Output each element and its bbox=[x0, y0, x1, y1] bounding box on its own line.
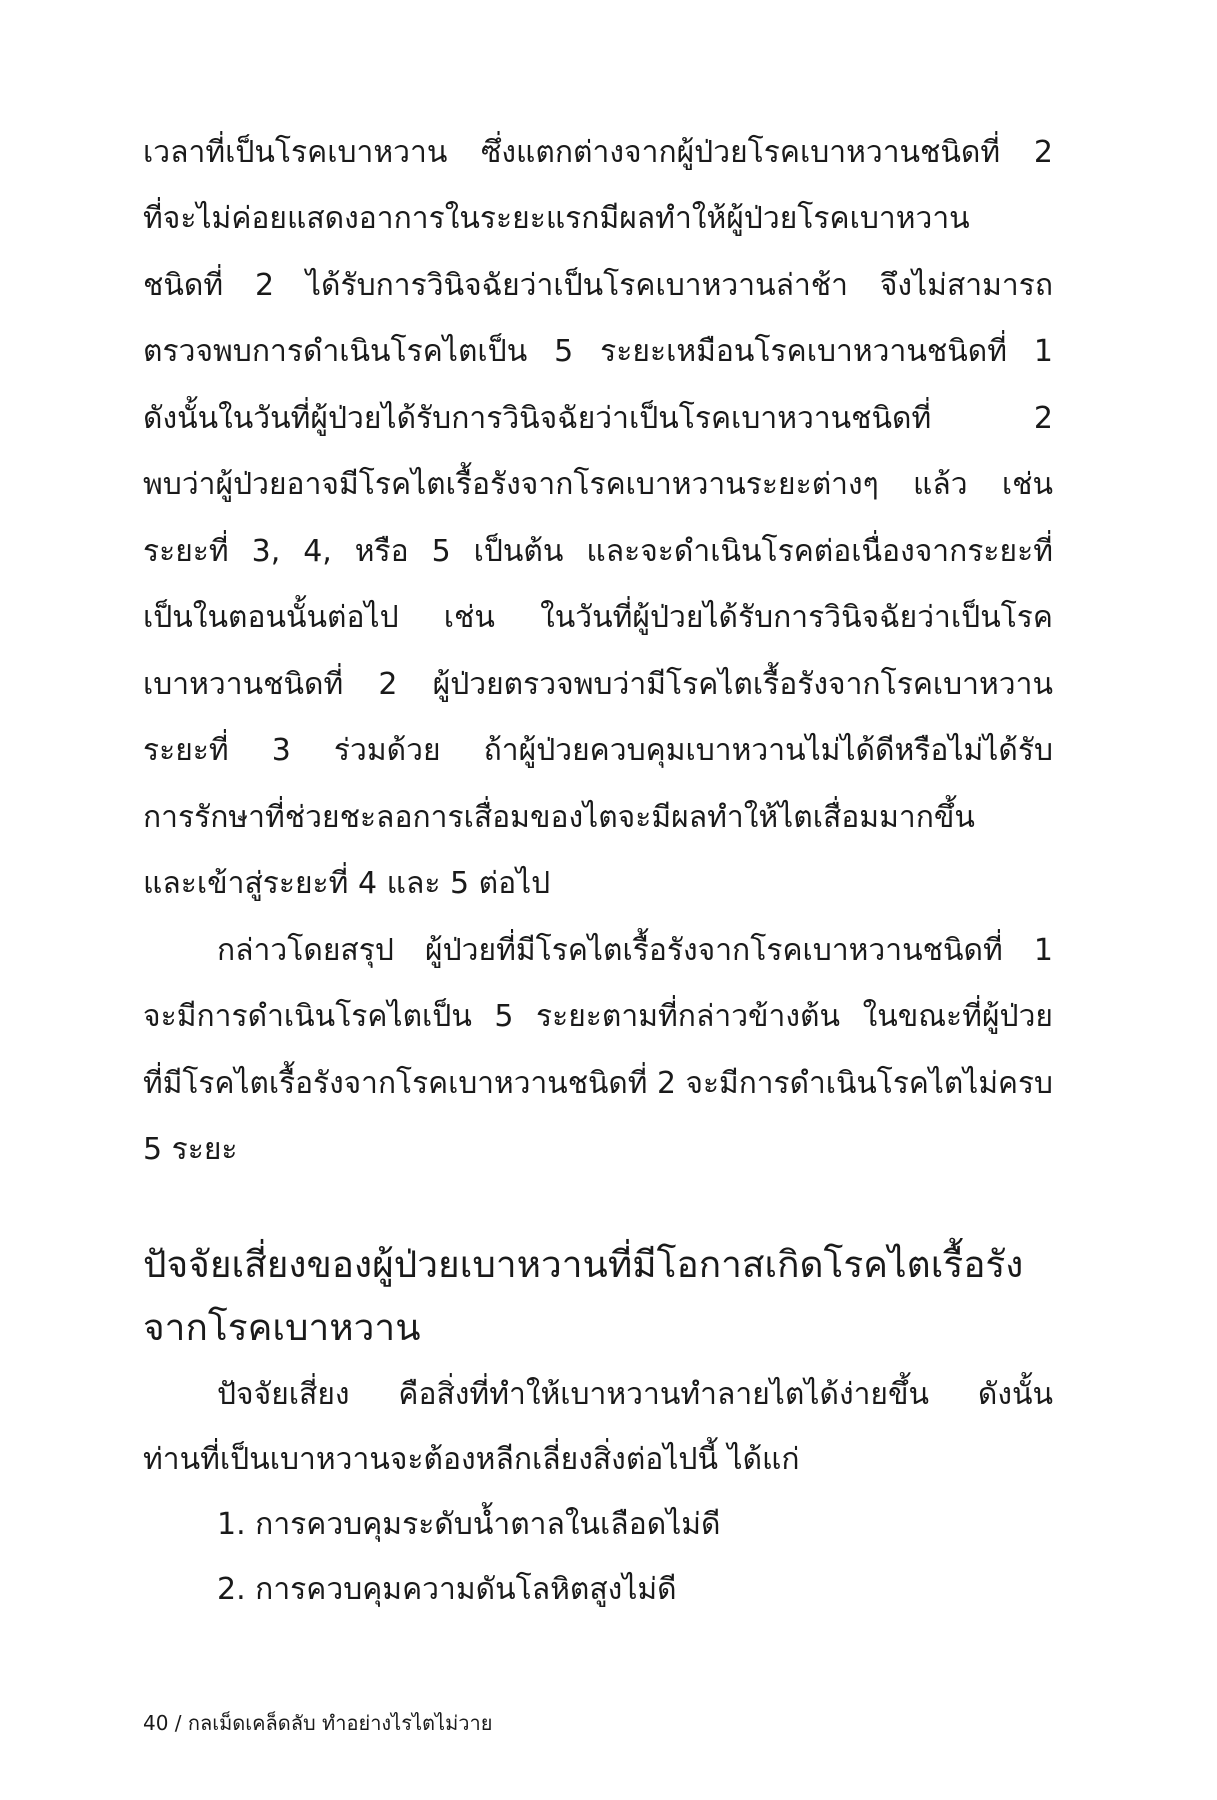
paragraph-2-line: 5 ระยะ bbox=[143, 1132, 238, 1167]
paragraph-1-line: ตรวจพบการดำเนินโรคไตเป็น 5 ระยะเหมือนโรคเบาหวานชนิดที่ 1 bbox=[143, 334, 1053, 369]
page-footer: 40 / กลเม็ดเคล็ดลับ ทำอย่างไรไตไม่วาย bbox=[143, 1711, 493, 1735]
paragraph-1-line: ดังนั้นในวันที่ผู้ป่วยได้รับการวินิจฉัยว่าเป็นโรคเบาหวานชนิดที่ 2 bbox=[143, 401, 1053, 436]
section-heading-line: จากโรคเบาหวาน bbox=[143, 1306, 421, 1349]
paragraph-3-line: ท่านที่เป็นเบาหวานจะต้องหลีกเลี่ยงสิ่งต่อไปนี้ ได้แก่ bbox=[143, 1442, 800, 1477]
paragraph-2-line: กล่าวโดยสรุป ผู้ป่วยที่มีโรคไตเรื้อรังจากโรคเบาหวานชนิดที่ 1 bbox=[217, 933, 1053, 968]
paragraph-1-line: ระยะที่ 3 ร่วมด้วย ถ้าผู้ป่วยควบคุมเบาหวานไม่ได้ดีหรือไม่ได้รับ bbox=[143, 733, 1053, 768]
paragraph-1-line: การรักษาที่ช่วยชะลอการเสื่อมของไตจะมีผลทำให้ไตเสื่อมมากขึ้น bbox=[143, 800, 975, 835]
paragraph-1-line: เวลาที่เป็นโรคเบาหวาน ซึ่งแตกต่างจากผู้ป่วยโรคเบาหวานชนิดที่ 2 bbox=[143, 135, 1053, 170]
list-item: 2. การควบคุมความดันโลหิตสูงไม่ดี bbox=[217, 1572, 677, 1607]
section-heading-line: ปัจจัยเสี่ยงของผู้ป่วยเบาหวานที่มีโอกาสเกิดโรคไตเรื้อรัง bbox=[143, 1243, 1024, 1286]
paragraph-3-line: ปัจจัยเสี่ยง คือสิ่งที่ทำให้เบาหวานทำลายไตได้ง่ายขึ้น ดังนั้น bbox=[217, 1377, 1053, 1412]
paragraph-1-line: ที่จะไม่ค่อยแสดงอาการในระยะแรกมีผลทำให้ผู้ป่วยโรคเบาหวาน bbox=[143, 201, 970, 236]
paragraph-1-line: พบว่าผู้ป่วยอาจมีโรคไตเรื้อรังจากโรคเบาหวานระยะต่างๆ แล้ว เช่น bbox=[143, 467, 1053, 502]
paragraph-2-line: ที่มีโรคไตเรื้อรังจากโรคเบาหวานชนิดที่ 2 จะมีการดำเนินโรคไตไม่ครบ bbox=[143, 1066, 1053, 1101]
paragraph-1-line: และเข้าสู่ระยะที่ 4 และ 5 ต่อไป bbox=[143, 866, 551, 901]
paragraph-1-line: เป็นในตอนนั้นต่อไป เช่น ในวันที่ผู้ป่วยได้รับการวินิจฉัยว่าเป็นโรค bbox=[143, 600, 1053, 635]
paragraph-1-line: ชนิดที่ 2 ได้รับการวินิจฉัยว่าเป็นโรคเบาหวานล่าช้า จึงไม่สามารถ bbox=[143, 268, 1053, 303]
paragraph-1-line: เบาหวานชนิดที่ 2 ผู้ป่วยตรวจพบว่ามีโรคไตเรื้อรังจากโรคเบาหวาน bbox=[143, 667, 1053, 702]
paragraph-2-line: จะมีการดำเนินโรคไตเป็น 5 ระยะตามที่กล่าวข้างต้น ในขณะที่ผู้ป่วย bbox=[143, 999, 1053, 1034]
list-item: 1. การควบคุมระดับน้ำตาลในเลือดไม่ดี bbox=[217, 1507, 721, 1542]
paragraph-1-line: ระยะที่ 3, 4, หรือ 5 เป็นต้น และจะดำเนินโรคต่อเนื่องจากระยะที่ bbox=[143, 534, 1053, 569]
